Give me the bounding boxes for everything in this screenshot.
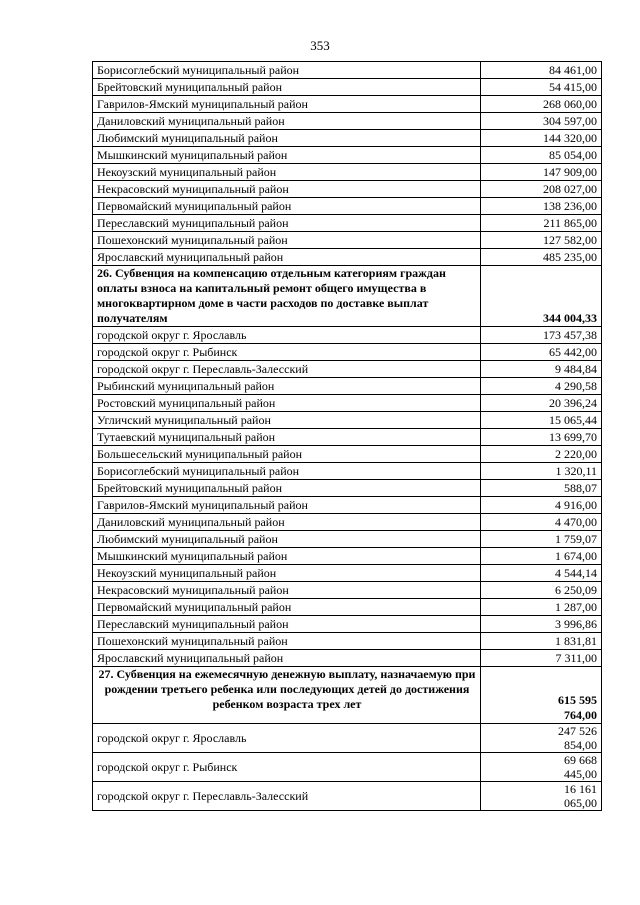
row-name: Некоузский муниципальный район [93, 565, 481, 582]
row-value: 1 831,81 [481, 633, 602, 650]
row-value: 2 220,00 [481, 446, 602, 463]
table-row [93, 463, 602, 480]
table-row [93, 361, 602, 378]
row-name: городской округ г. Переславль-Залесский [93, 361, 481, 378]
row-value: 3 996,86 [481, 616, 602, 633]
row-name: Большесельский муниципальный район [93, 446, 481, 463]
section-total: 615 595 764,00 [481, 667, 602, 724]
table-row [93, 215, 602, 232]
row-value: 4 470,00 [481, 514, 602, 531]
table-row [93, 181, 602, 198]
row-name: Угличский муниципальный район [93, 412, 481, 429]
table-row [93, 599, 602, 616]
table-row [93, 327, 602, 344]
table-row [93, 198, 602, 215]
row-name: Даниловский муниципальный район [93, 113, 481, 130]
row-name: городской округ г. Переславль-Залесский [93, 782, 481, 811]
row-name: городской округ г. Рыбинск [93, 344, 481, 361]
table-row [93, 782, 602, 811]
row-value: 138 236,00 [481, 198, 602, 215]
table-row [93, 164, 602, 181]
table-row [93, 412, 602, 429]
row-value: 15 065,44 [481, 412, 602, 429]
row-name: Гаврилов-Ямский муниципальный район [93, 96, 481, 113]
row-value: 20 396,24 [481, 395, 602, 412]
row-name: городской округ г. Рыбинск [93, 753, 481, 782]
table-row [93, 497, 602, 514]
row-name: Даниловский муниципальный район [93, 514, 481, 531]
section-title: 27. Субвенция на ежемесячную денежную выплату, назначаемую при рождении третьего ребенка или последующих детей до достижения ребенком возраста трех лет [93, 667, 481, 724]
section-title: 26. Субвенция на компенсацию отдельным категориям граждан оплаты взноса на капитальный ремонт общего имущества в многоквартирном доме в части расходов по доставке выплат получателям [93, 266, 481, 327]
table-row [93, 531, 602, 548]
row-name: Первомайский муниципальный район [93, 198, 481, 215]
row-value: 144 320,00 [481, 130, 602, 147]
table-row [93, 249, 602, 266]
row-value: 85 054,00 [481, 147, 602, 164]
row-name: Борисоглебский муниципальный район [93, 463, 481, 480]
row-value: 54 415,00 [481, 79, 602, 96]
table-row [93, 344, 602, 361]
table-row [93, 130, 602, 147]
row-value: 247 526 854,00 [481, 724, 602, 753]
page-number: 353 [310, 38, 330, 53]
table-row [93, 548, 602, 565]
row-name: городской округ г. Ярославль [93, 724, 481, 753]
row-name: городской округ г. Ярославль [93, 327, 481, 344]
row-value: 9 484,84 [481, 361, 602, 378]
table-row [93, 753, 602, 782]
table-row [93, 514, 602, 531]
table-row [93, 395, 602, 412]
table-row [93, 582, 602, 599]
table-row [93, 633, 602, 650]
row-name: Борисоглебский муниципальный район [93, 62, 481, 79]
row-name: Брейтовский муниципальный район [93, 79, 481, 96]
row-name: Рыбинский муниципальный район [93, 378, 481, 395]
row-value: 304 597,00 [481, 113, 602, 130]
row-name: Любимский муниципальный район [93, 531, 481, 548]
row-name: Любимский муниципальный район [93, 130, 481, 147]
row-value: 147 909,00 [481, 164, 602, 181]
row-name: Некоузский муниципальный район [93, 164, 481, 181]
table-row [93, 616, 602, 633]
row-value: 16 161 065,00 [481, 782, 602, 811]
row-value: 4 290,58 [481, 378, 602, 395]
row-value: 1 674,00 [481, 548, 602, 565]
row-value: 268 060,00 [481, 96, 602, 113]
table-row [93, 480, 602, 497]
row-value: 4 544,14 [481, 565, 602, 582]
row-value: 211 865,00 [481, 215, 602, 232]
table-row [93, 79, 602, 96]
row-value: 208 027,00 [481, 181, 602, 198]
row-name: Ярославский муниципальный район [93, 249, 481, 266]
row-value: 1 320,11 [481, 463, 602, 480]
row-name: Ярославский муниципальный район [93, 650, 481, 667]
row-value: 173 457,38 [481, 327, 602, 344]
table-row [93, 446, 602, 463]
section-26-header [93, 266, 602, 327]
table-row [93, 378, 602, 395]
row-name: Некрасовский муниципальный район [93, 181, 481, 198]
row-value: 1 287,00 [481, 599, 602, 616]
row-value: 485 235,00 [481, 249, 602, 266]
table-row [93, 147, 602, 164]
section-total: 344 004,33 [481, 266, 602, 327]
table-row [93, 62, 602, 79]
table-row [93, 232, 602, 249]
row-name: Первомайский муниципальный район [93, 599, 481, 616]
table-row [93, 96, 602, 113]
table-row [93, 650, 602, 667]
row-name: Переславский муниципальный район [93, 215, 481, 232]
row-value: 13 699,70 [481, 429, 602, 446]
row-name: Мышкинский муниципальный район [93, 548, 481, 565]
table-row [93, 113, 602, 130]
row-name: Некрасовский муниципальный район [93, 582, 481, 599]
row-name: Тутаевский муниципальный район [93, 429, 481, 446]
table-row [93, 724, 602, 753]
row-value: 69 668 445,00 [481, 753, 602, 782]
budget-table [92, 61, 602, 811]
row-value: 588,07 [481, 480, 602, 497]
row-value: 84 461,00 [481, 62, 602, 79]
row-name: Пошехонский муниципальный район [93, 633, 481, 650]
table-row [93, 565, 602, 582]
row-value: 4 916,00 [481, 497, 602, 514]
row-value: 65 442,00 [481, 344, 602, 361]
section-27-header [93, 667, 602, 724]
row-name: Брейтовский муниципальный район [93, 480, 481, 497]
row-name: Мышкинский муниципальный район [93, 147, 481, 164]
row-value: 6 250,09 [481, 582, 602, 599]
row-name: Переславский муниципальный район [93, 616, 481, 633]
row-name: Гаврилов-Ямский муниципальный район [93, 497, 481, 514]
table-row [93, 429, 602, 446]
row-value: 7 311,00 [481, 650, 602, 667]
row-value: 127 582,00 [481, 232, 602, 249]
row-value: 1 759,07 [481, 531, 602, 548]
row-name: Пошехонский муниципальный район [93, 232, 481, 249]
row-name: Ростовский муниципальный район [93, 395, 481, 412]
